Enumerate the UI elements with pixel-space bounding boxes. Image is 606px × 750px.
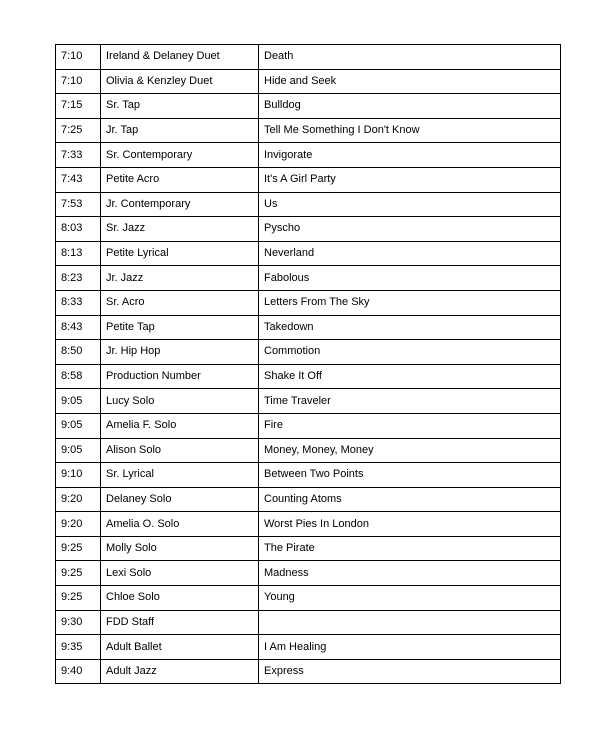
table-row	[56, 143, 561, 168]
table-row	[56, 487, 561, 512]
group-cell: Lucy Solo	[101, 389, 259, 414]
group-cell: Amelia F. Solo	[101, 413, 259, 438]
time-cell: 9:20	[56, 512, 101, 537]
group-cell: Jr. Jazz	[101, 266, 259, 291]
song-cell: Express	[259, 659, 561, 684]
table-row	[56, 413, 561, 438]
group-cell: FDD Staff	[101, 610, 259, 635]
song-cell: The Pirate	[259, 536, 561, 561]
group-cell: Olivia & Kenzley Duet	[101, 69, 259, 94]
time-cell: 8:43	[56, 315, 101, 340]
song-cell: Between Two Points	[259, 463, 561, 488]
time-cell: 8:50	[56, 340, 101, 365]
song-cell: Bulldog	[259, 94, 561, 119]
group-cell: Jr. Contemporary	[101, 192, 259, 217]
time-cell: 9:40	[56, 659, 101, 684]
time-cell: 9:25	[56, 561, 101, 586]
table-row	[56, 118, 561, 143]
song-cell: Worst Pies In London	[259, 512, 561, 537]
song-cell: It's A Girl Party	[259, 167, 561, 192]
table-row	[56, 340, 561, 365]
group-cell: Production Number	[101, 364, 259, 389]
group-cell: Jr. Hip Hop	[101, 340, 259, 365]
time-cell: 9:30	[56, 610, 101, 635]
time-cell: 7:10	[56, 69, 101, 94]
time-cell: 9:05	[56, 438, 101, 463]
table-row	[56, 315, 561, 340]
song-cell: Death	[259, 45, 561, 70]
song-cell: Neverland	[259, 241, 561, 266]
table-row	[56, 266, 561, 291]
song-cell: Tell Me Something I Don't Know	[259, 118, 561, 143]
table-row	[56, 389, 561, 414]
group-cell: Sr. Jazz	[101, 217, 259, 242]
time-cell: 8:13	[56, 241, 101, 266]
group-cell: Adult Jazz	[101, 659, 259, 684]
song-cell: Commotion	[259, 340, 561, 365]
table-row	[56, 438, 561, 463]
schedule-table	[55, 44, 561, 684]
song-cell: Fabolous	[259, 266, 561, 291]
time-cell: 9:35	[56, 635, 101, 660]
group-cell: Ireland & Delaney Duet	[101, 45, 259, 70]
song-cell: Fire	[259, 413, 561, 438]
table-row	[56, 561, 561, 586]
table-row	[56, 586, 561, 611]
time-cell: 7:10	[56, 45, 101, 70]
time-cell: 7:43	[56, 167, 101, 192]
table-row	[56, 635, 561, 660]
song-cell: Counting Atoms	[259, 487, 561, 512]
group-cell: Petite Tap	[101, 315, 259, 340]
schedule-table-body	[56, 45, 561, 684]
time-cell: 7:25	[56, 118, 101, 143]
time-cell: 9:05	[56, 413, 101, 438]
group-cell: Amelia O. Solo	[101, 512, 259, 537]
song-cell: Time Traveler	[259, 389, 561, 414]
group-cell: Chloe Solo	[101, 586, 259, 611]
table-row	[56, 45, 561, 70]
table-row	[56, 94, 561, 119]
table-row	[56, 364, 561, 389]
group-cell: Petite Acro	[101, 167, 259, 192]
group-cell: Delaney Solo	[101, 487, 259, 512]
song-cell	[259, 610, 561, 635]
time-cell: 8:33	[56, 290, 101, 315]
song-cell: Young	[259, 586, 561, 611]
song-cell: Shake It Off	[259, 364, 561, 389]
time-cell: 8:03	[56, 217, 101, 242]
table-row	[56, 659, 561, 684]
time-cell: 9:25	[56, 536, 101, 561]
time-cell: 8:58	[56, 364, 101, 389]
table-row	[56, 610, 561, 635]
song-cell: Pyscho	[259, 217, 561, 242]
time-cell: 9:20	[56, 487, 101, 512]
song-cell: Money, Money, Money	[259, 438, 561, 463]
song-cell: Takedown	[259, 315, 561, 340]
table-row	[56, 512, 561, 537]
group-cell: Sr. Lyrical	[101, 463, 259, 488]
song-cell: Us	[259, 192, 561, 217]
song-cell: Madness	[259, 561, 561, 586]
group-cell: Molly Solo	[101, 536, 259, 561]
time-cell: 7:33	[56, 143, 101, 168]
group-cell: Lexi Solo	[101, 561, 259, 586]
table-row	[56, 217, 561, 242]
group-cell: Jr. Tap	[101, 118, 259, 143]
group-cell: Alison Solo	[101, 438, 259, 463]
table-row	[56, 192, 561, 217]
table-row	[56, 463, 561, 488]
group-cell: Adult Ballet	[101, 635, 259, 660]
time-cell: 7:15	[56, 94, 101, 119]
group-cell: Sr. Tap	[101, 94, 259, 119]
table-row	[56, 69, 561, 94]
time-cell: 9:05	[56, 389, 101, 414]
time-cell: 7:53	[56, 192, 101, 217]
table-row	[56, 536, 561, 561]
table-row	[56, 241, 561, 266]
group-cell: Sr. Acro	[101, 290, 259, 315]
group-cell: Sr. Contemporary	[101, 143, 259, 168]
song-cell: Invigorate	[259, 143, 561, 168]
table-row	[56, 290, 561, 315]
song-cell: Hide and Seek	[259, 69, 561, 94]
time-cell: 8:23	[56, 266, 101, 291]
time-cell: 9:25	[56, 586, 101, 611]
song-cell: I Am Healing	[259, 635, 561, 660]
table-row	[56, 167, 561, 192]
song-cell: Letters From The Sky	[259, 290, 561, 315]
group-cell: Petite Lyrical	[101, 241, 259, 266]
time-cell: 9:10	[56, 463, 101, 488]
